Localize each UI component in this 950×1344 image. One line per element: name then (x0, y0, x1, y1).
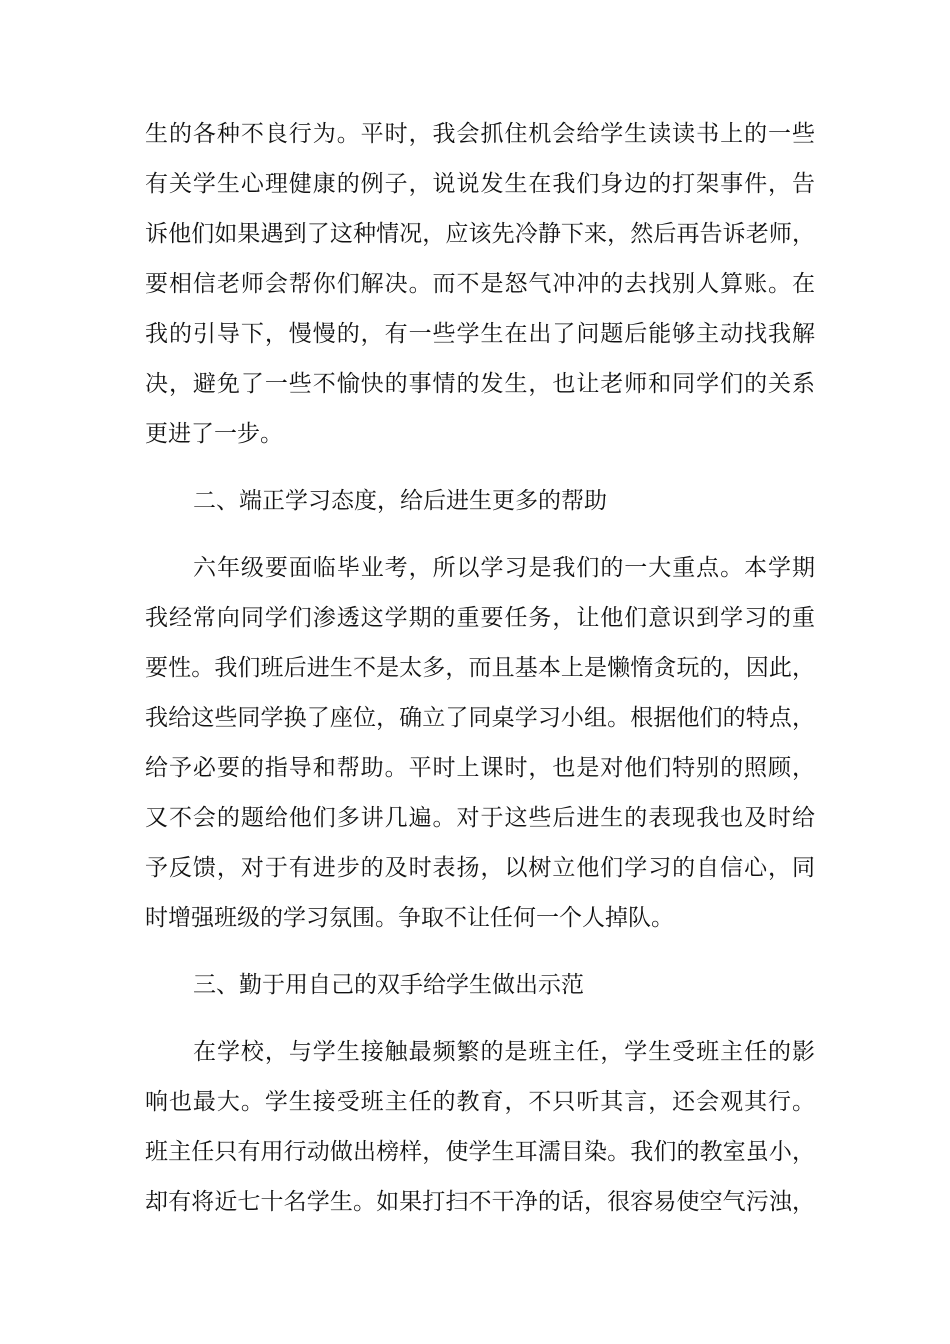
paragraph-line: 我经常向同学们渗透这学期的重要任务，让他们意识到学习的重 (145, 605, 815, 631)
paragraph-line: 响也最大。学生接受班主任的教育，不只听其言，还会观其行。 (145, 1089, 815, 1115)
paragraph-line: 要相信老师会帮你们解决。而不是怒气冲冲的去找别人算账。在 (145, 271, 815, 297)
paragraph-line: 班主任只有用行动做出榜样，使学生耳濡目染。我们的教室虽小， (145, 1139, 815, 1165)
paragraph-line: 有关学生心理健康的例子，说说发生在我们身边的打架事件，告 (145, 171, 815, 197)
section-heading: 二、端正学习态度，给后进生更多的帮助 (193, 488, 607, 514)
paragraph-line: 诉他们如果遇到了这种情况，应该先冷静下来，然后再告诉老师， (145, 221, 815, 247)
paragraph-line: 又不会的题给他们多讲几遍。对于这些后进生的表现我也及时给 (145, 805, 815, 831)
paragraph-line: 在学校，与学生接触最频繁的是班主任，学生受班主任的影 (193, 1039, 815, 1065)
paragraph-line: 要性。我们班后进生不是太多，而且基本上是懒惰贪玩的，因此， (145, 655, 815, 681)
paragraph-line: 决，避免了一些不愉快的事情的发生，也让老师和同学们的关系 (145, 371, 815, 397)
paragraph-line: 却有将近七十名学生。如果打扫不干净的话，很容易使空气污浊， (145, 1189, 815, 1215)
paragraph-line: 我给这些同学换了座位，确立了同桌学习小组。根据他们的特点， (145, 705, 815, 731)
paragraph-line: 生的各种不良行为。平时，我会抓住机会给学生读读书上的一些 (145, 121, 815, 147)
paragraph-line: 时增强班级的学习氛围。争取不让任何一个人掉队。 (145, 905, 674, 931)
paragraph-line: 予反馈，对于有进步的及时表扬，以树立他们学习的自信心，同 (145, 855, 815, 881)
section-heading: 三、勤于用自己的双手给学生做出示范 (193, 972, 584, 998)
paragraph-line: 我的引导下，慢慢的，有一些学生在出了问题后能够主动找我解 (145, 321, 815, 347)
paragraph-line: 给予必要的指导和帮助。平时上课时，也是对他们特别的照顾， (145, 755, 815, 781)
paragraph-line: 更进了一步。 (145, 421, 283, 447)
paragraph-line: 六年级要面临毕业考，所以学习是我们的一大重点。本学期 (193, 555, 815, 581)
